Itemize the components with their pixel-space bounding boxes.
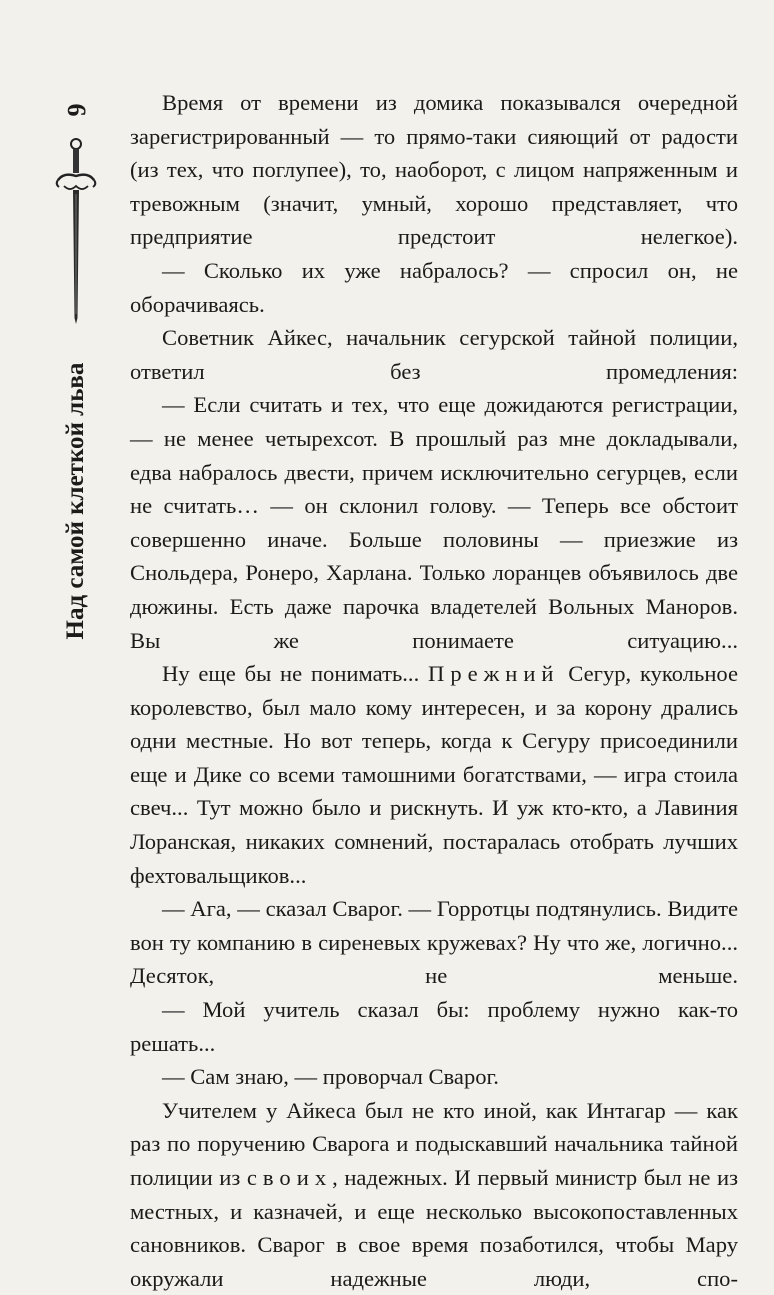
paragraph: — Ага, — сказал Сварог. — Горротцы подтянулись. Видите вон ту компанию в сиреневых кружевах? Ну что же, логично... Десяток, не меньше. <box>130 896 738 989</box>
paragraph: — Сколько их уже набралось? — спросил он, не оборачиваясь. <box>130 257 738 317</box>
spaced-emphasis: Прежний <box>428 661 560 687</box>
paragraph: — Мой учитель сказал бы: проблему нужно как-то решать... <box>130 997 738 1056</box>
running-title-wrap <box>50 341 102 661</box>
paragraph: Советник Айкес, начальник сегурской тайной полиции, ответил без промедления: <box>130 325 738 384</box>
body-text <box>130 86 738 1295</box>
paragraph: — Если считать и тех, что еще дожидаются регистрации, — не менее четырехсот. В прошлый раз мне докладывали, едва набралось двести, причем исключительно сегурцев, если не считать… — он склонил голову. — Теперь все обстоит совершенно иначе. Больше половины — приезжие из Снольдера, Ронеро, Харлана. Только лоранцев объявилось две дюжины. Есть даже парочка владетелей Вольных Маноров. Вы же понимаете ситуацию... <box>130 392 738 653</box>
paragraph: Учителем у Айкеса был не кто иной, как Интагар — как раз по поручению Сварога и подыскавший начальника тайной полиции из своих, надежных. И первый министр был не из местных, и казначей, и еще несколько высокопоставленных сановников. Сварог в свое время позаботился, чтобы Мару окружали надежные люди, спо- <box>130 1097 739 1291</box>
running-head <box>50 86 102 986</box>
paragraph: — Сам знаю, — проворчал Сварог. <box>162 1064 499 1090</box>
spaced-emphasis: своих <box>246 1165 333 1190</box>
paragraph: Ну еще бы не понимать... Прежний Сегур, кукольное королевство, был мало кому интересен, и за корону дрались одни местные. Но вот теперь, когда к Сегуру присоединили еще и Дике со всеми тамошними богатствами, — игра стоила свеч... Тут можно было и рискнуть. И уж кто-кто, а Лавиния Лоранская, никаких сомнений, постаралась отобрать лучших фехтовальщиков... <box>130 661 739 888</box>
running-title: Над самой клеткой льва <box>62 362 89 640</box>
page-number: 6 <box>62 103 91 117</box>
sword-icon <box>54 136 98 326</box>
paragraph: Время от времени из домика показывался очередной зарегистрированный — то прямо-таки сияющий от радости (из тех, что поглупее), то, наоборот, с лицом напряженным и тревожным (значит, умный, хорошо представляет, что предприятие предстоит нелегкое). <box>130 90 738 250</box>
